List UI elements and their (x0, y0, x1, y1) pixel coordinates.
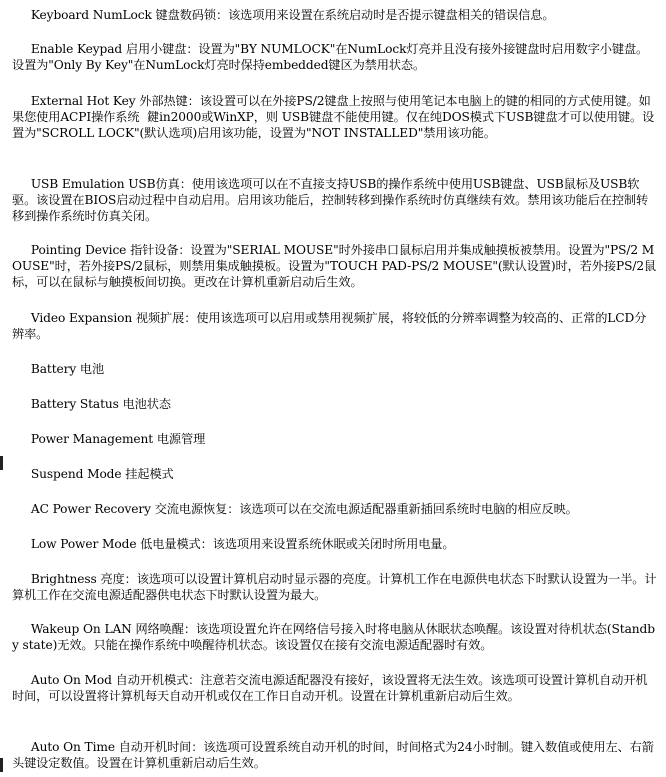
paragraph-auto-on-mod: Auto On Mod 自动开机模式：注意若交流电源适配器没有接好，该设置将无法生效。该选项可设置计算机自动开机时间，可以设置将计算机每天自动开机或仅在工作日自动开机。设置在计算机重新启动后生效。 (12, 673, 648, 703)
paragraph-usb-emulation: USB Emulation USB仿真：使用该选项可以在不直接支持USB的操作系统中使用USB键盘、USB鼠标及USB软驱。该设置在BIOS启动过程中自动启用。启用该功能后，控制转移到操作系统时仿真继续有效。禁用该功能后在控制转移到操作系统时仿真关闭。 (12, 177, 649, 223)
paragraph-low-power-mode: Low Power Mode 低电量模式：该选项用来设置系统休眠或关闭时所用电量。 (12, 537, 455, 551)
left-edge-artifact (0, 456, 3, 470)
left-edge-strip (0, 0, 3, 777)
paragraph-external-hot-key: External Hot Key 外部热键：该设置可以在外接PS/2键盘上按照与使用笔记本电脑上的键的相同的方式使用键。如果您使用ACPI操作系统 鍵in2000或WinXP，则 USB键盘不能使用键。仅在纯DOS模式下USB键盘才可以使用键。设置为"SCROLL LOCK"(默认选项)启用该功能，设置为"NOT INSTALLED"禁用该功能。 (12, 94, 655, 140)
heading-battery: Battery 电池 (12, 362, 105, 376)
paragraph-pointing-device: Pointing Device 指针设备：设置为"SERIAL MOUSE"时外接串口鼠标启用并集成触摸板被禁用。设置为"PS/2 MOUSE"时，若外接PS/2鼠标，则禁用集成触摸板。设置为"TOUCH PAD-PS/2 MOUSE"(默认设置)时，若外接PS/2鼠标，可以在鼠标与触摸板间切换。更改在计算机重新启动后生效。 (12, 243, 657, 289)
heading-battery-status: Battery Status 电池状态 (12, 397, 171, 411)
paragraph-video-expansion: Video Expansion 视频扩展：使用该选项可以启用或禁用视频扩展，将较低的分辨率调整为较高的、正常的LCD分辨率。 (12, 311, 647, 341)
paragraph-ac-power-recovery: AC Power Recovery 交流电源恢复：该选项可以在交流电源适配器重新插回系统时电脑的相应反映。 (12, 502, 578, 516)
paragraph-auto-on-time: Auto On Time 自动开机时间：该选项可设置系统自动开机的时间，时间格式为24小时制。键入数值或使用左、右箭头键设定数值。设置在计算机重新启动后生效。 (12, 740, 654, 770)
paragraph-enable-keypad: Enable Keypad 启用小键盘：设置为"BY NUMLOCK"在NumLock灯亮并且没有接外接键盘时启用数字小键盘。设置为"Only By Key"在NumLock灯亮时保持embedded键区为禁用状态。 (12, 42, 649, 72)
heading-suspend-mode: Suspend Mode 挂起模式 (12, 467, 174, 481)
paragraph-wakeup-on-lan: Wakeup On LAN 网络唤醒：该选项设置允许在网络信号接入时将电脑从休眠状态唤醒。该设置对待机状态(Standby state)无效。只能在操作系统中唤醒待机状态。该设置仅在接有交流电源适配器时有效。 (12, 622, 655, 652)
paragraph-brightness: Brightness 亮度：该选项可以设置计算机启动时显示器的亮度。计算机工作在电源供电状态下时默认设置为一半。计算机工作在交流电源适配器供电状态下时默认设置为最大。 (12, 572, 657, 602)
heading-power-management: Power Management 电源管理 (12, 432, 206, 446)
left-edge-artifact (0, 758, 3, 772)
paragraph-keyboard-numlock: Keyboard NumLock 键盘数码锁：该选项用来设置在系统启动时是否提示键盘相关的错误信息。 (12, 8, 555, 22)
